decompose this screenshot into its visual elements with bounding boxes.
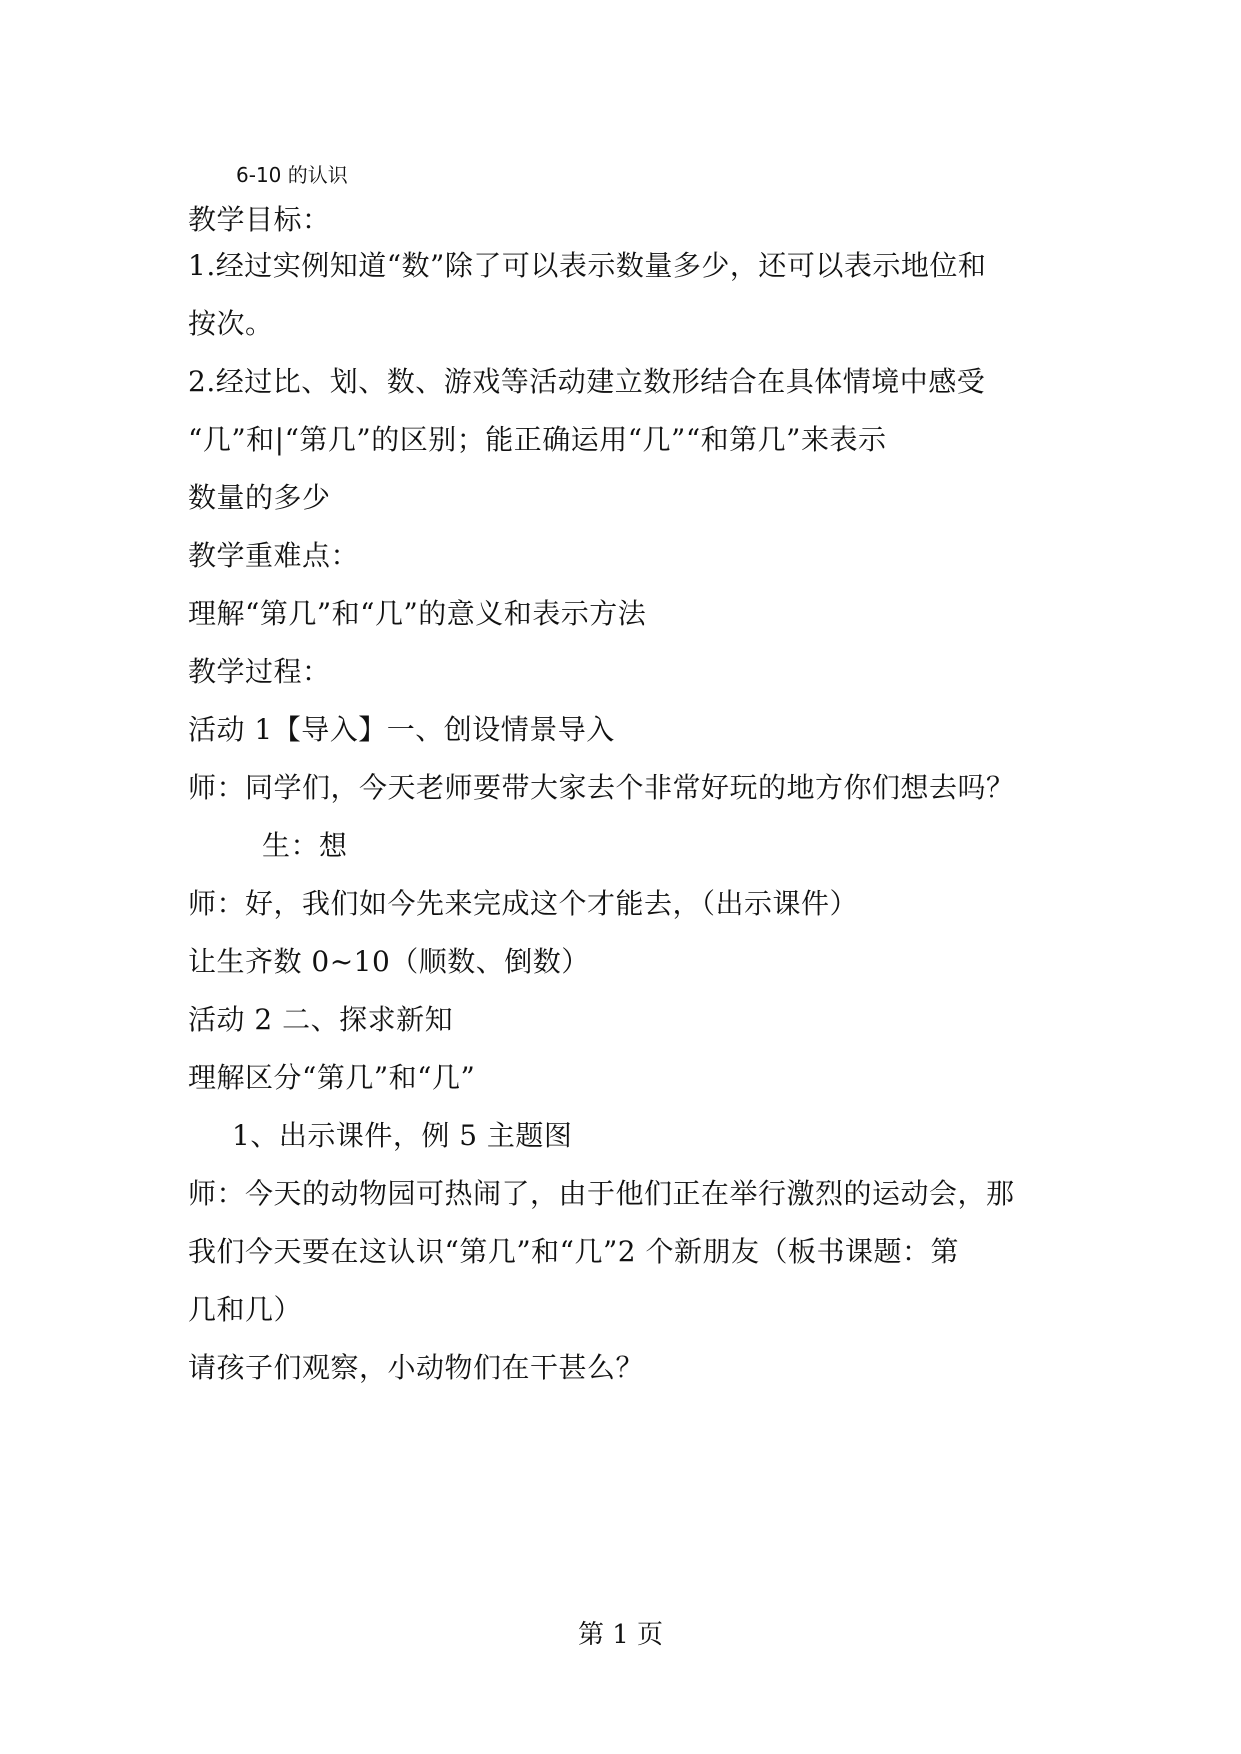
paragraph-line: 数量的多少 <box>188 481 331 514</box>
activity-heading: 活动 2 二、探求新知 <box>188 1003 454 1036</box>
paragraph-line: 师：好，我们如今先来完成这个才能去，（出示课件） <box>188 887 859 920</box>
paragraph-line: 师：同学们，今天老师要带大家去个非常好玩的地方你们想去吗？ <box>188 771 1015 804</box>
paragraph-line: 让生齐数 0~10（顺数、倒数） <box>188 945 590 978</box>
section-heading-keypoints: 教学重难点： <box>188 539 360 572</box>
paragraph-line: 1、出示课件，例 5 主题图 <box>232 1119 573 1152</box>
paragraph-line: 生：想 <box>262 829 348 862</box>
paragraph-line: “几”和|“第几”的区别；能正确运用“几”“和第几”来表示 <box>188 423 887 456</box>
page-number-footer: 第 1 页 <box>577 1620 664 1650</box>
section-heading-process: 教学过程： <box>188 655 331 688</box>
paragraph-line: 理解“第几”和“几”的意义和表示方法 <box>188 597 647 630</box>
activity-heading: 活动 1【导入】一、创设情景导入 <box>188 713 615 746</box>
paragraph-line: 请孩子们观察，小动物们在干甚么？ <box>188 1351 645 1384</box>
paragraph-line: 我们今天要在这认识“第几”和“几”2 个新朋友（板书课题：第 <box>188 1235 959 1268</box>
paragraph-line: 几和几） <box>188 1293 303 1326</box>
paragraph-line: 2.经过比、划、数、游戏等活动建立数形结合在具体情境中感受 <box>188 365 986 398</box>
paragraph-line: 理解区分“第几”和“几” <box>188 1061 476 1094</box>
paragraph-line: 师：今天的动物园可热闹了，由于他们正在举行激烈的运动会，那 <box>188 1177 1015 1210</box>
paragraph-line: 按次。 <box>188 307 274 340</box>
section-heading-objectives: 教学目标： <box>188 203 331 236</box>
paragraph-line: 1.经过实例知道“数”除了可以表示数量多少，还可以表示地位和 <box>188 249 987 282</box>
document-title: 6-10 的认识 <box>236 163 348 187</box>
